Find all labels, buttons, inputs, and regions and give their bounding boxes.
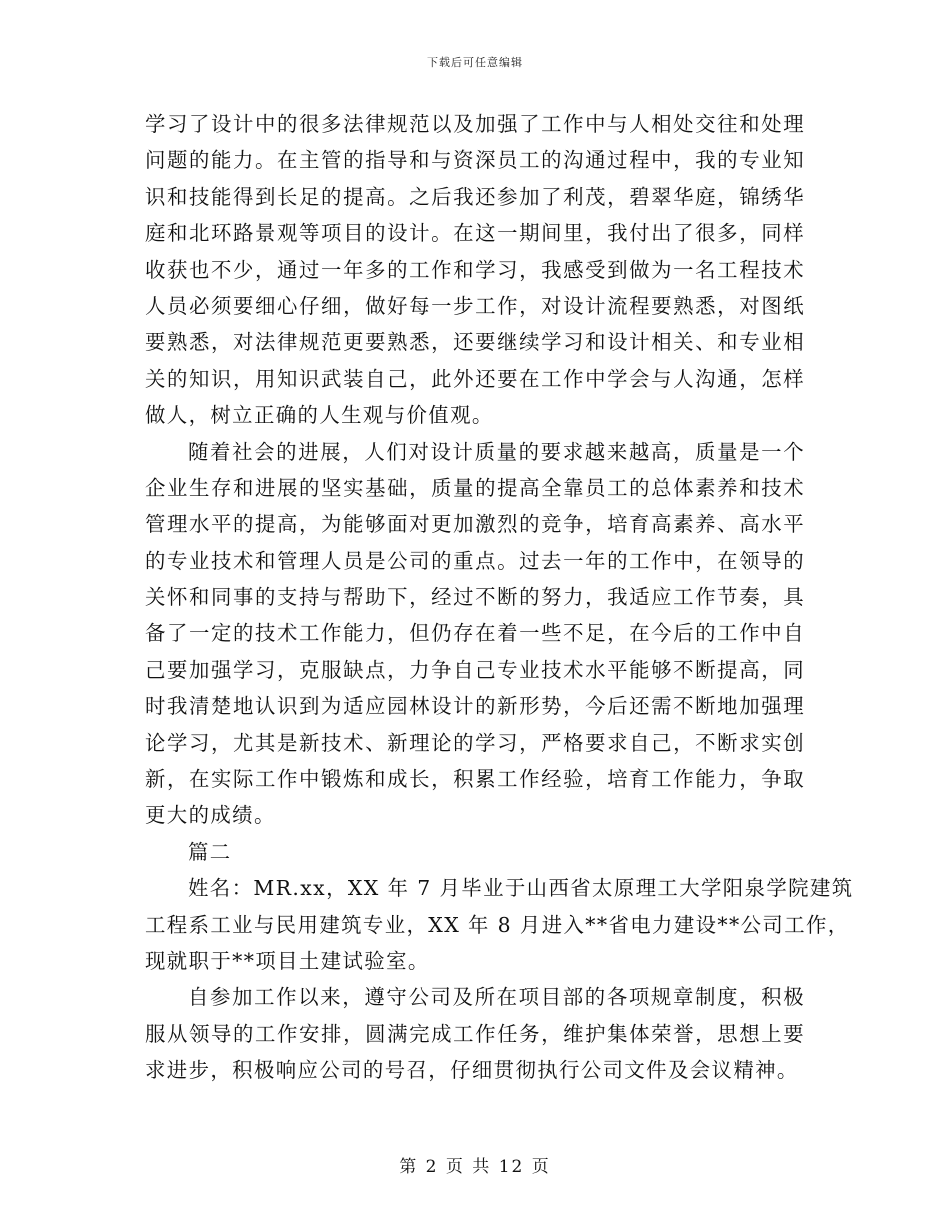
text-line: 学习了设计中的很多法律规范以及加强了工作中与人相处交往和处理 bbox=[145, 112, 805, 136]
paragraph bbox=[145, 106, 805, 434]
text-line: 要熟悉，对法律规范更要熟悉，还要继续学习和设计相关、和专业相 bbox=[145, 330, 805, 355]
text-line: 论学习，尤其是新技术、新理论的学习，严格要求自己，不断求实创 bbox=[145, 730, 805, 755]
text-line: 收获也不少，通过一年多的工作和学习，我感受到做为一名工程技术 bbox=[145, 257, 805, 282]
page-number-footer: 第 2 页 共 12 页 bbox=[399, 1157, 551, 1177]
paragraph bbox=[145, 979, 805, 1088]
text-line: 庭和北环路景观等项目的设计。在这一期间里，我付出了很多，同样 bbox=[145, 221, 805, 246]
text-line: 随着社会的进展，人们对设计质量的要求越来越高，质量是一个 bbox=[188, 439, 805, 464]
text-line: 自参加工作以来，遵守公司及所在项目部的各项规章制度，积极 bbox=[188, 985, 805, 1010]
text-line: 关的知识，用知识武装自己，此外还要在工作中学会与人沟通，怎样 bbox=[145, 366, 805, 391]
text-line: 管理水平的提高，为能够面对更加激烈的竞争，培育高素养、高水平 bbox=[145, 512, 805, 537]
text-line: 服从领导的工作安排，圆满完成工作任务，维护集体荣誉，思想上要 bbox=[145, 1021, 805, 1046]
text-line: 识和技能得到长足的提高。之后我还参加了利茂，碧翠华庭，锦绣华 bbox=[145, 184, 805, 209]
text-line: 的专业技术和管理人员是公司的重点。过去一年的工作中，在领导的 bbox=[145, 548, 805, 573]
text-line: 做人，树立正确的人生观与价值观。 bbox=[145, 403, 494, 428]
page-header-note: 下载后可任意编辑 bbox=[427, 56, 523, 69]
text-line: 己要加强学习，克服缺点，力争自己专业技术水平能够不断提高，同 bbox=[145, 657, 805, 682]
text-line: 工程系工业与民用建筑专业，XX 年 8 月进入**省电力建设**公司工作， bbox=[145, 912, 850, 937]
paragraph bbox=[145, 434, 805, 834]
text-line: 人员必须要细心仔细，做好每一步工作，对设计流程要熟悉，对图纸 bbox=[145, 293, 805, 318]
text-line: 问题的能力。在主管的指导和与资深员工的沟通过程中，我的专业知 bbox=[145, 148, 805, 173]
document-body bbox=[145, 106, 854, 1089]
text-line: 时我清楚地认识到为适应园林设计的新形势，今后还需不断地加强理 bbox=[145, 694, 805, 719]
text-line: 篇二 bbox=[188, 839, 232, 864]
text-line: 求进步，积极响应公司的号召，仔细贯彻执行公司文件及会议精神。 bbox=[145, 1058, 799, 1083]
text-line: 新，在实际工作中锻炼和成长，积累工作经验，培育工作能力，争取 bbox=[145, 767, 805, 792]
paragraph bbox=[145, 870, 854, 979]
text-line: 备了一定的技术工作能力，但仍存在着一些不足，在今后的工作中自 bbox=[145, 621, 805, 646]
text-line: 更大的成绩。 bbox=[145, 803, 276, 828]
text-line: 关怀和同事的支持与帮助下，经过不断的努力，我适应工作节奏，具 bbox=[145, 585, 805, 610]
text-line: 姓名：MR.xx，XX 年 7 月毕业于山西省太原理工大学阳泉学院建筑 bbox=[188, 876, 854, 901]
text-line: 现就职于**项目土建试验室。 bbox=[145, 948, 430, 973]
text-line: 企业生存和进展的坚实基础，质量的提高全靠员工的总体素养和技术 bbox=[145, 475, 805, 500]
paragraph bbox=[145, 834, 805, 870]
